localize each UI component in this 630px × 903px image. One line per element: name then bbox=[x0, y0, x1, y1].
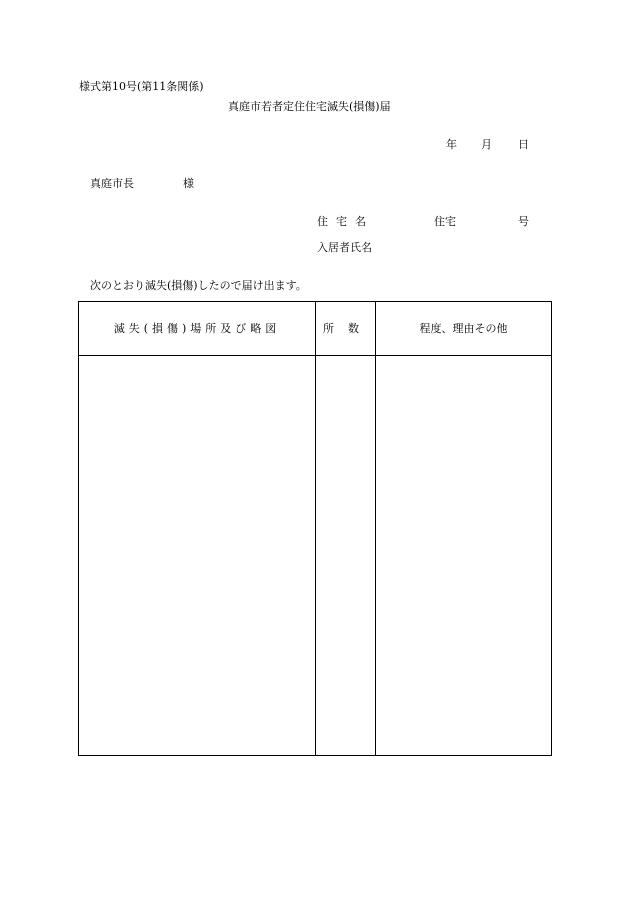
location-sketch-cell[interactable] bbox=[79, 356, 315, 755]
addressee-honorific: 様 bbox=[183, 177, 194, 190]
header-count: 所数 bbox=[323, 322, 373, 335]
extent-reason-cell[interactable] bbox=[376, 356, 551, 755]
date-month-label: 月 bbox=[481, 138, 492, 151]
housing-name-label: 住宅名 bbox=[317, 215, 374, 228]
document-title: 真庭市若者定住住宅滅失(損傷)届 bbox=[228, 100, 391, 113]
housing-number-label: 号 bbox=[518, 215, 529, 228]
statement-text: 次のとおり滅失(損傷)したので届け出ます。 bbox=[90, 279, 307, 292]
header-extent-reason-other: 程度、理由その他 bbox=[419, 322, 508, 335]
header-location-and-sketch: 滅失(損傷)場所及び略図 bbox=[113, 322, 281, 335]
housing-unit-label: 住宅 bbox=[434, 215, 456, 228]
addressee-name: 真庭市長 bbox=[90, 177, 134, 190]
report-table bbox=[78, 301, 552, 756]
date-year-label: 年 bbox=[446, 138, 457, 151]
form-number: 様式第10号(第11条関係) bbox=[79, 80, 204, 93]
resident-name-label: 入居者氏名 bbox=[317, 241, 372, 254]
date-day-label: 日 bbox=[518, 138, 529, 151]
count-cell[interactable] bbox=[316, 356, 375, 755]
